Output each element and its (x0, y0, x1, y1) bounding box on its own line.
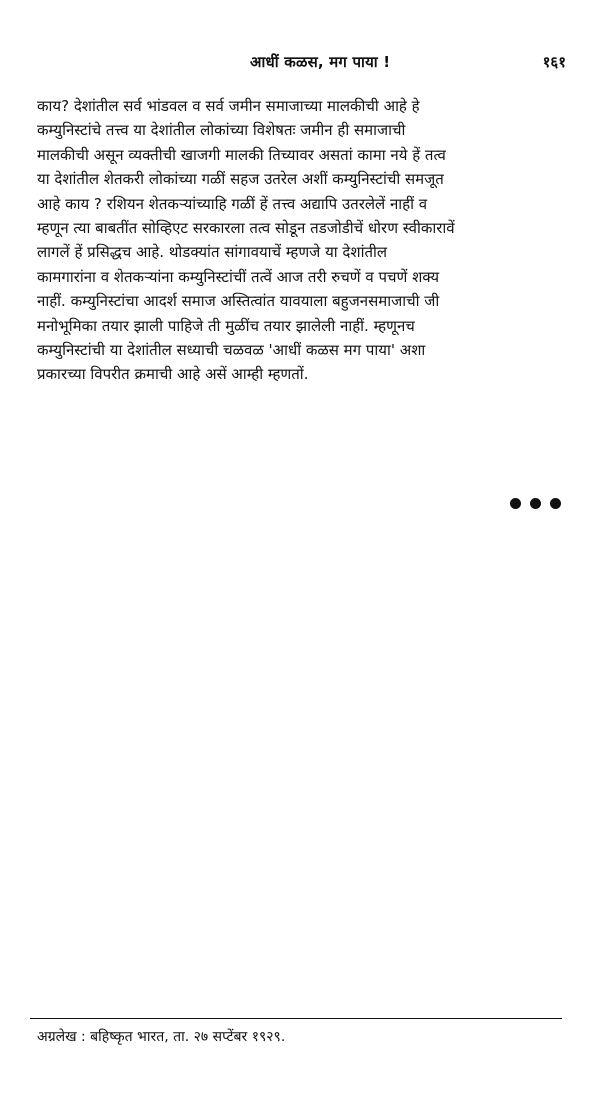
text-line: नाहीं. कम्युनिस्टांचा आदर्श समाज अस्तित्वांत यावयाला बहुजनसमाजाची जी (37, 292, 440, 311)
footnote-divider (30, 1018, 562, 1019)
ornament-dot (550, 498, 561, 509)
text-line: प्रकारच्या विपरीत क्रमाची आहे असें आम्ही म्हणतों. (37, 365, 309, 384)
text-line: म्हणून त्या बाबतींत सोव्हिएट सरकारला तत्व सोडून तडजोडीचें धोरण स्वीकारावें (37, 218, 455, 237)
text-line: मनोभूमिका तयार झाली पाहिजे ती मुळींच तयार झालेली नाहीं. म्हणूनच (37, 316, 415, 335)
three-dots-ornament-icon (510, 498, 561, 509)
body-paragraph (37, 94, 572, 387)
text-line: कम्युनिस्टांची या देशांतील सध्याची चळवळ 'आधीं कळस मग पाया' अशा (37, 340, 426, 359)
text-line: मालकीची असून व्यक्तीची खाजगी मालकी तिच्यावर असतां कामा नये हें तत्व (37, 145, 446, 164)
text-line: कम्युनिस्टांचे तत्त्व या देशांतील लोकांच्या विशेषतः जमीन ही समाजाची (37, 121, 406, 140)
running-title: आधीं कळस, मग पाया ! (250, 53, 391, 71)
text-line: काय? देशांतील सर्व भांडवल व सर्व जमीन समाजाच्या मालकीची आहे हे (37, 97, 420, 115)
text-line: आहे काय ? रशियन शेतकऱ्यांच्याहि गळीं हें तत्त्व अद्यापि उतरलेलें नाहीं व (37, 194, 428, 213)
text-line: या देशांतील शेतकरी लोकांच्या गळीं सहज उतरेल अशीं कम्युनिस्टांची समजूत (37, 170, 444, 189)
text-line: लागलें हें प्रसिद्धच आहे. थोडक्यांत सांगावयाचें म्हणजे या देशांतील (37, 243, 388, 262)
page-number: १६१ (542, 53, 566, 71)
ornament-dot (510, 498, 521, 509)
ornament-dot (530, 498, 541, 509)
page-header (30, 52, 570, 80)
footnote-source: अग्रलेख : बहिष्कृत भारत, ता. २७ सप्टेंबर १९२९. (37, 1029, 286, 1045)
text-line: कामगारांना व शेतकऱ्यांना कम्युनिस्टांचीं तत्वें आज तरी रुचणें व पचणें शक्य (37, 267, 440, 286)
